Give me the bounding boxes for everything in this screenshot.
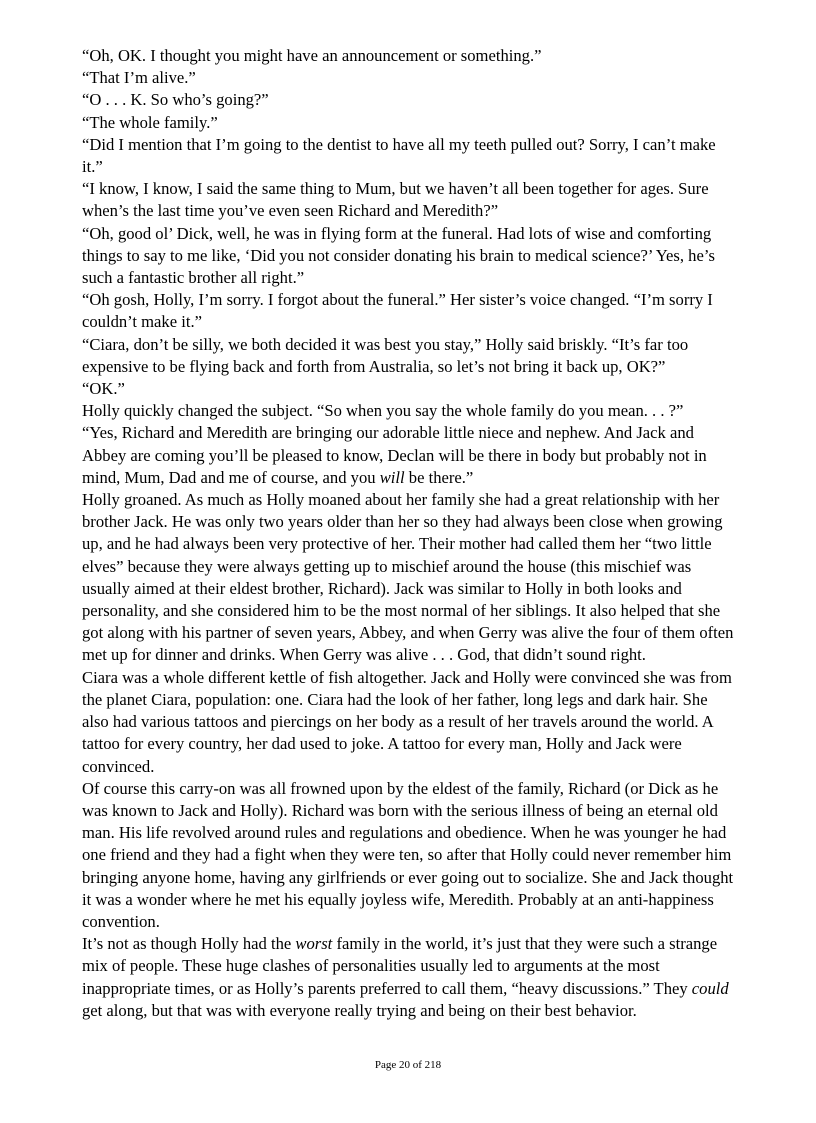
text-run: It’s not as though Holly had the bbox=[82, 934, 296, 954]
paragraph bbox=[82, 667, 734, 778]
text-run: get along, but that was with everyone really trying and being on their best behavior. bbox=[82, 1000, 637, 1020]
paragraph bbox=[82, 134, 734, 178]
paragraph bbox=[82, 223, 734, 290]
text-run: Holly quickly changed the subject. “So when you say the whole family do you mean. . . ?” bbox=[82, 401, 684, 421]
paragraph bbox=[82, 933, 734, 1022]
paragraph bbox=[82, 289, 734, 333]
text-run: “Yes, Richard and Meredith are bringing our adorable little niece and nephew. And Jack and Abbey are coming you’ll be pleased to know, Declan will be there in body but probably not in mind, Mum, Dad and me of course, and you bbox=[82, 423, 707, 487]
body-text bbox=[82, 45, 734, 1022]
paragraph bbox=[82, 400, 734, 422]
text-run: “O . . . K. So who’s going?” bbox=[82, 90, 269, 110]
text-run: “I know, I know, I said the same thing to Mum, but we haven’t all been together for ages. Sure when’s the last time you’ve even seen Richard and Meredith?” bbox=[82, 179, 709, 221]
paragraph bbox=[82, 45, 734, 67]
paragraph bbox=[82, 334, 734, 378]
italic-run: will bbox=[379, 467, 405, 487]
text-run: “Oh, OK. I thought you might have an announcement or something.” bbox=[82, 46, 542, 65]
italic-run: worst bbox=[295, 934, 333, 954]
text-run: “That I’m alive.” bbox=[82, 68, 196, 88]
paragraph bbox=[82, 778, 734, 933]
paragraph bbox=[82, 178, 734, 222]
text-run: “Oh, good ol’ Dick, well, he was in flying form at the funeral. Had lots of wise and comforting things to say to me like, ‘Did you not consider donating his brain to medical science?’ Yes, he’s such a fantastic brother all right.” bbox=[82, 223, 715, 288]
paragraph bbox=[82, 89, 734, 111]
italic-run: could bbox=[691, 978, 729, 998]
paragraph bbox=[82, 112, 734, 134]
paragraph bbox=[82, 67, 734, 89]
page-number-footer: Page 20 of 218 bbox=[374, 1059, 442, 1071]
text-run: “OK.” bbox=[82, 379, 125, 399]
text-run: “The whole family.” bbox=[82, 112, 218, 132]
paragraph bbox=[82, 422, 734, 489]
paragraph bbox=[82, 378, 734, 400]
text-run: be there.” bbox=[404, 467, 474, 487]
text-run: family in the world, it’s just that they were such a strange mix of people. These huge clashes of personalities usually led to arguments at the most inappropriate times, or as Holly’s parents preferred to call them, “heavy discussions.” They bbox=[82, 934, 718, 998]
text-run: Ciara was a whole different kettle of fish altogether. Jack and Holly were convinced she was from the planet Ciara, population: one. Ciara had the look of her father, long legs and dark hair. She also had various tattoos and piercings on her body as a result of her travels around the world. A tattoo for every country, her dad used to joke. A tattoo for every man, Holly and Jack were convinced. bbox=[82, 667, 732, 776]
text-run: “Did I mention that I’m going to the dentist to have all my teeth pulled out? Sorry, I can’t make it.” bbox=[82, 134, 716, 177]
text-run: “Oh gosh, Holly, I’m sorry. I forgot about the funeral.” Her sister’s voice changed. “I’m sorry I couldn’t make it.” bbox=[82, 290, 713, 332]
paragraph bbox=[82, 489, 734, 667]
text-run: Holly groaned. As much as Holly moaned about her family she had a great relationship with her brother Jack. He was only two years older than her so they had always been close when growing up, and he had always been very protective of her. Their mother had called them her “two little elves” because they were always getting up to mischief around the house (this mischief was usually aimed at their eldest brother, Richard). Jack was similar to Holly in both looks and personality, and she considered him to be the most normal of her siblings. It also helped that she got along with his partner of seven years, Abbey, and when Gerry was alive the four of them often met up for dinner and drinks. When Gerry was alive . . . God, that didn’t sound right. bbox=[82, 490, 734, 665]
text-run: Of course this carry-on was all frowned upon by the eldest of the family, Richard (or Dick as he was known to Jack and Holly). Richard was born with the serious illness of being an eternal old man. His life revolved around rules and regulations and obedience. When he was younger he had one friend and they had a fight when they were ten, so after that Holly could never remember him bringing anyone home, having any girlfriends or ever going out to socialize. She and Jack thought it was a wonder where he met his equally joyless wife, Meredith. Probably at an anti-happiness convention. bbox=[82, 778, 734, 931]
text-run: “Ciara, don’t be silly, we both decided it was best you stay,” Holly said briskly. “It’s far too expensive to be flying back and forth from Australia, so let’s not bring it back up, OK?” bbox=[82, 334, 689, 376]
